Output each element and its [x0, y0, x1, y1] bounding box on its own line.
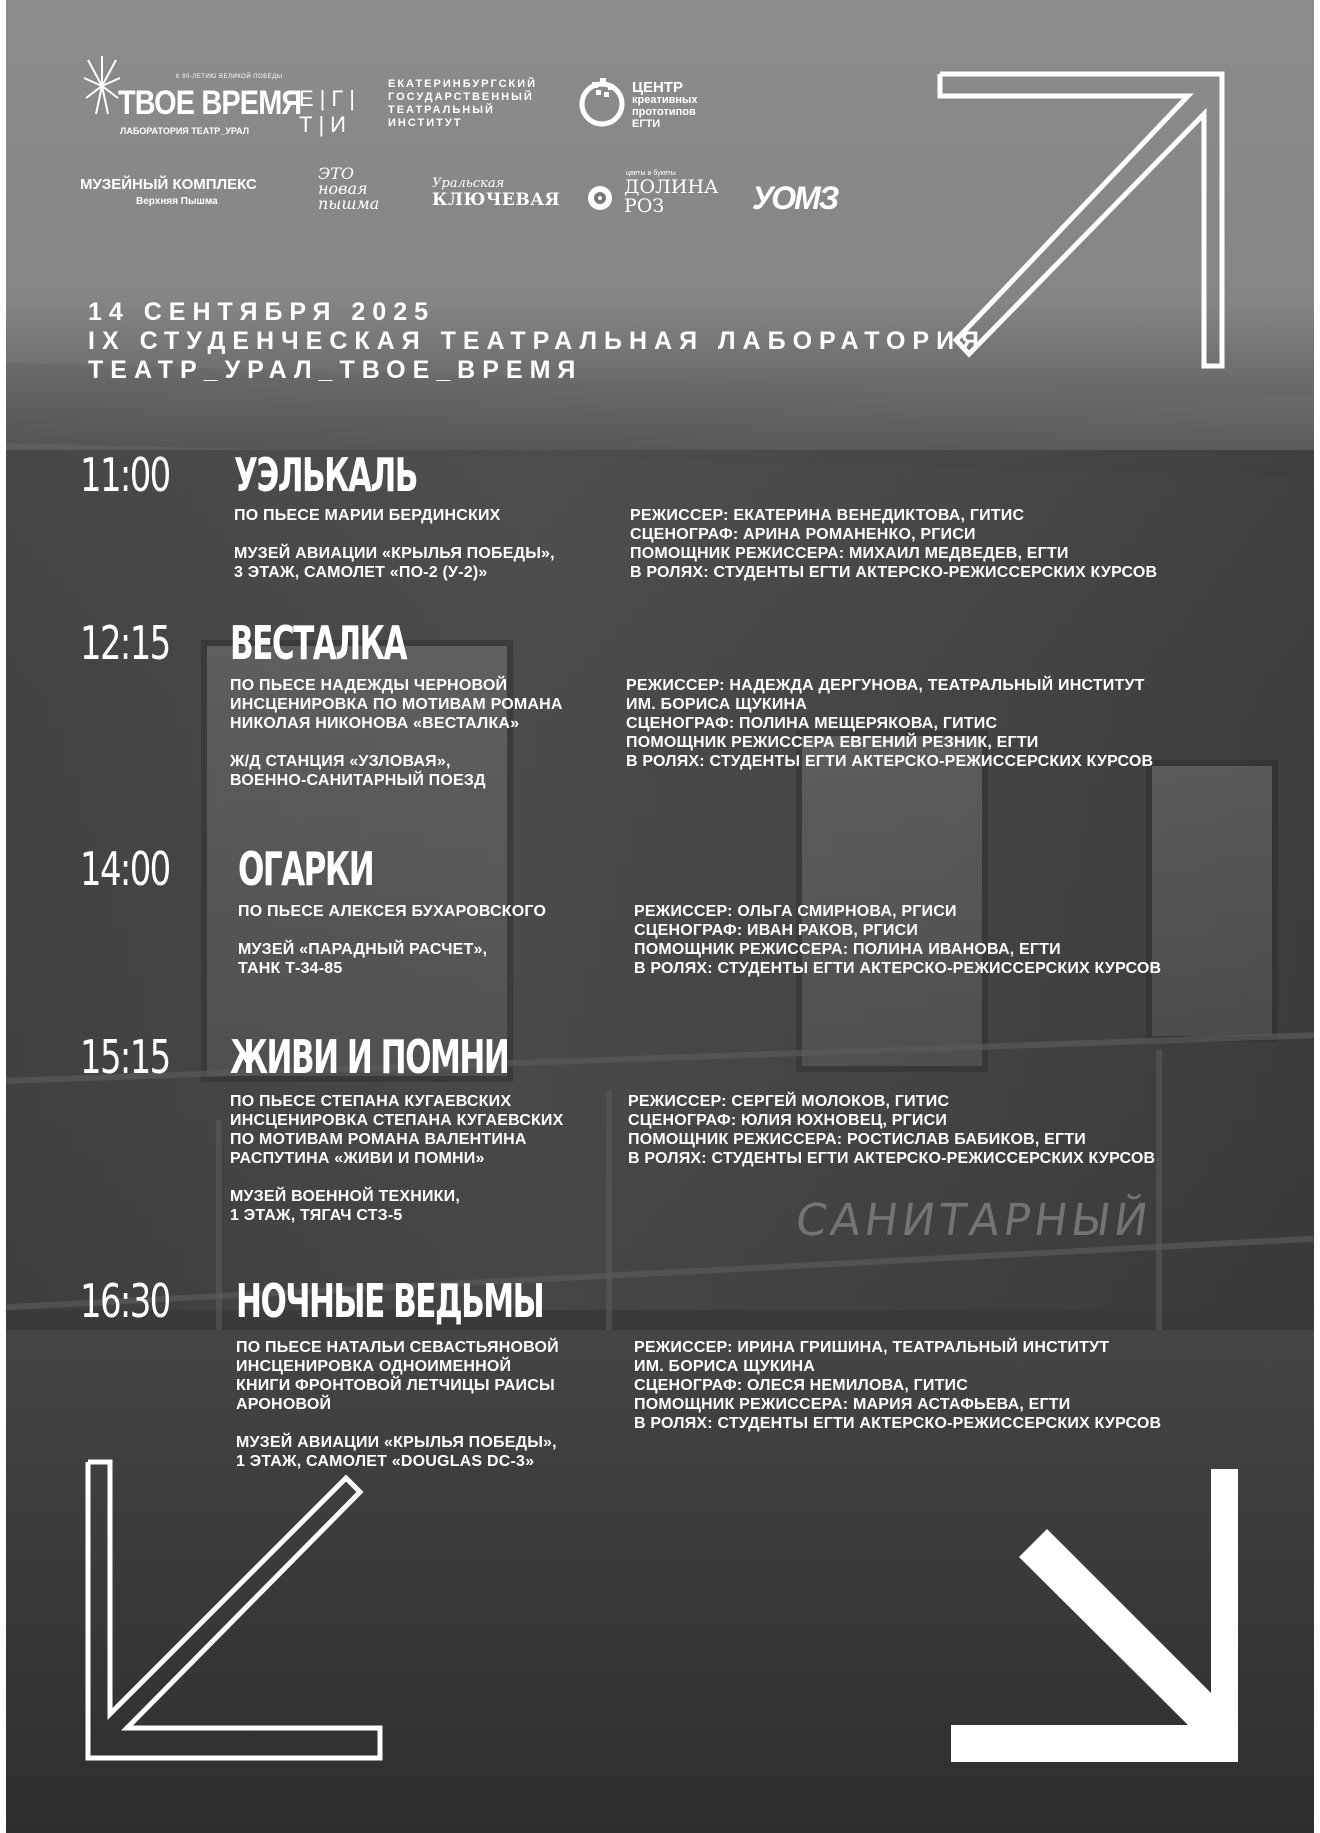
event-name: ТЕАТР_УРАЛ_ТВОЕ_ВРЕМЯ [88, 356, 583, 384]
tvoe-vremya-tagline: К 80-ЛЕТИЮ ВЕЛИКОЙ ПОБЕДЫ [176, 74, 283, 80]
event-time: 11:00 [80, 448, 170, 502]
uomz-logo: УОМЗ [752, 180, 838, 216]
event-credits: РЕЖИССЕР: НАДЕЖДА ДЕРГУНОВА, ТЕАТРАЛЬНЫЙ ИНСТИТУТ ИМ. БОРИСА ЩУКИНА СЦЕНОГРАФ: ПОЛИНА МЕЩЕРЯКОВА, ГИТИС ПОМОЩНИК РЕЖИССЕРА ЕВГЕНИЙ РЕЗНИК, ЕГТИ В РОЛЯХ: СТУДЕНТЫ ЕГТИ АКТЕРСКО-РЕЖИССЕРСКИХ КУРСОВ [626, 677, 1154, 770]
klyuchevaya-logo: Уральская КЛЮЧЕВАЯ [432, 176, 561, 210]
railing-post [1156, 1050, 1162, 1340]
event-play-info: ПО ПЬЕСЕ СТЕПАНА КУГАЕВСКИХ ИНСЦЕНИРОВКА СТЕПАНА КУГАЕВСКИХ ПО МОТИВАМ РОМАНА ВАЛЕНТИНА РАСПУТИНА «ЖИВИ И ПОМНИ» МУЗЕЙ ВОЕННОЙ ТЕХНИКИ, 1 ЭТАЖ, ТЯГАЧ СТЗ-5 [230, 1093, 564, 1224]
event-credits: РЕЖИССЕР: ЕКАТЕРИНА ВЕНЕДИКТОВА, ГИТИС СЦЕНОГРАФ: АРИНА РОМАНЕНКО, РГИСИ ПОМОЩНИК РЕЖИССЕРА: МИХАИЛ МЕДВЕДЕВ, ЕГТИ В РОЛЯХ: СТУДЕНТЫ ЕГТИ АКТЕРСКО-РЕЖИССЕРСКИХ КУРСОВ [630, 507, 1158, 581]
event-play-title: ЖИВИ И ПОМНИ [230, 1030, 509, 1084]
arrow-bottom-left-icon [82, 1458, 402, 1768]
event-play-info: ПО ПЬЕСЕ НАТАЛЬИ СЕВАСТЬЯНОВОЙ ИНСЦЕНИРОВКА ОДНОИМЕННОЙ КНИГИ ФРОНТОВОЙ ЛЕТЧИЦЫ РАИСЫ АРОНОВОЙ МУЗЕЙ АВИАЦИИ «КРЫЛЬЯ ПОБЕДЫ», 1 ЭТАЖ, САМОЛЕТ «DOUGLAS DC-3» [236, 1339, 559, 1470]
event-title: IX СТУДЕНЧЕСКАЯ ТЕАТРАЛЬНАЯ ЛАБОРАТОРИЯ [88, 327, 987, 355]
train-window [1146, 760, 1278, 1042]
egti-mark: Е|Г|Т|И [299, 86, 362, 137]
event-credits: РЕЖИССЕР: ОЛЬГА СМИРНОВА, РГИСИ СЦЕНОГРАФ: ИВАН РАКОВ, РГИСИ ПОМОЩНИК РЕЖИССЕРА: ПОЛИНА ИВАНОВА, ЕГТИ В РОЛЯХ: СТУДЕНТЫ ЕГТИ АКТЕРСКО-РЕЖИССЕРСКИХ КУРСОВ [634, 903, 1162, 977]
event-credits: РЕЖИССЕР: СЕРГЕЙ МОЛОКОВ, ГИТИС СЦЕНОГРАФ: ЮЛИЯ ЮХНОВЕЦ, РГИСИ ПОМОЩНИК РЕЖИССЕРА: РОСТИСЛАВ БАБИКОВ, ЕГТИ В РОЛЯХ: СТУДЕНТЫ ЕГТИ АКТЕРСКО-РЕЖИССЕРСКИХ КУРСОВ [628, 1093, 1156, 1167]
event-time: 14:00 [80, 842, 170, 896]
centr-logo-icon [578, 76, 626, 128]
event-play-info: ПО ПЬЕСЕ АЛЕКСЕЯ БУХАРОВСКОГО МУЗЕЙ «ПАРАДНЫЙ РАСЧЕТ», ТАНК Т-34-85 [238, 903, 547, 977]
event-date: 14 СЕНТЯБРЯ 2025 [88, 298, 435, 326]
event-credits: РЕЖИССЕР: ИРИНА ГРИШИНА, ТЕАТРАЛЬНЫЙ ИНСТИТУТ ИМ. БОРИСА ЩУКИНА СЦЕНОГРАФ: ОЛЕСЯ НЕМИЛОВА, ГИТИС ПОМОЩНИК РЕЖИССЕРА: МАРИЯ АСТАФЬЕВА, ЕГТИ В РОЛЯХ: СТУДЕНТЫ ЕГТИ АКТЕРСКО-РЕЖИССЕРСКИХ КУРСОВ [634, 1339, 1162, 1432]
event-play-info: ПО ПЬЕСЕ МАРИИ БЕРДИНСКИХ МУЗЕЙ АВИАЦИИ «КРЫЛЬЯ ПОБЕДЫ», 3 ЭТАЖ, САМОЛЕТ «ПО-2 (У-2)» [234, 507, 555, 581]
dolina-tagline: цветы и букеты [626, 170, 676, 177]
event-play-title: НОЧНЫЕ ВЕДЬМЫ [236, 1274, 544, 1328]
event-play-info: ПО ПЬЕСЕ НАДЕЖДЫ ЧЕРНОВОЙ ИНСЦЕНИРОВКА ПО МОТИВАМ РОМАНА НИКОЛАЯ НИКОНОВА «ВЕСТАЛКА» Ж/Д СТАНЦИЯ «УЗЛОВАЯ», ВОЕННО-САНИТАРНЫЙ ПОЕЗД [230, 677, 563, 789]
poster [6, 0, 1314, 1833]
event-play-title: ОГАРКИ [238, 842, 374, 896]
novaya-pyshma-logo: ЭТО новая пышма [318, 164, 380, 213]
event-time: 16:30 [80, 1274, 170, 1328]
headline [88, 298, 986, 385]
event-play-title: ВЕСТАЛКА [230, 616, 407, 670]
centr-logo-text: ЦЕНТР креативных прототипов ЕГТИ [632, 79, 698, 130]
arrow-bottom-right-icon [941, 1465, 1261, 1775]
museum-logo: МУЗЕЙНЫЙ КОМПЛЕКС [80, 176, 257, 193]
event-play-title: УЭЛЬКАЛЬ [234, 448, 417, 502]
egti-description: ЕКАТЕРИНБУРГСКИЙ ГОСУДАРСТВЕННЫЙ ТЕАТРАЛЬНЫЙ ИНСТИТУТ [388, 78, 538, 129]
train-lettering: САНИТАРНЫЙ [792, 1195, 1155, 1246]
tvoe-vremya-starburst-icon [82, 54, 122, 118]
event-time: 15:15 [80, 1030, 170, 1084]
dolina-roz-logo: ДОЛИНА РОЗ [624, 176, 719, 217]
museum-sub: Верхняя Пышма [136, 196, 218, 207]
event-time: 12:15 [80, 616, 170, 670]
tvoe-vremya-sub: ЛАБОРАТОРИЯ ТЕАТР_УРАЛ [120, 126, 250, 136]
tvoe-vremya-logo: ТВОЕ ВРЕМЯ [118, 84, 302, 122]
train-window [796, 730, 988, 1072]
rose-icon [586, 184, 614, 212]
